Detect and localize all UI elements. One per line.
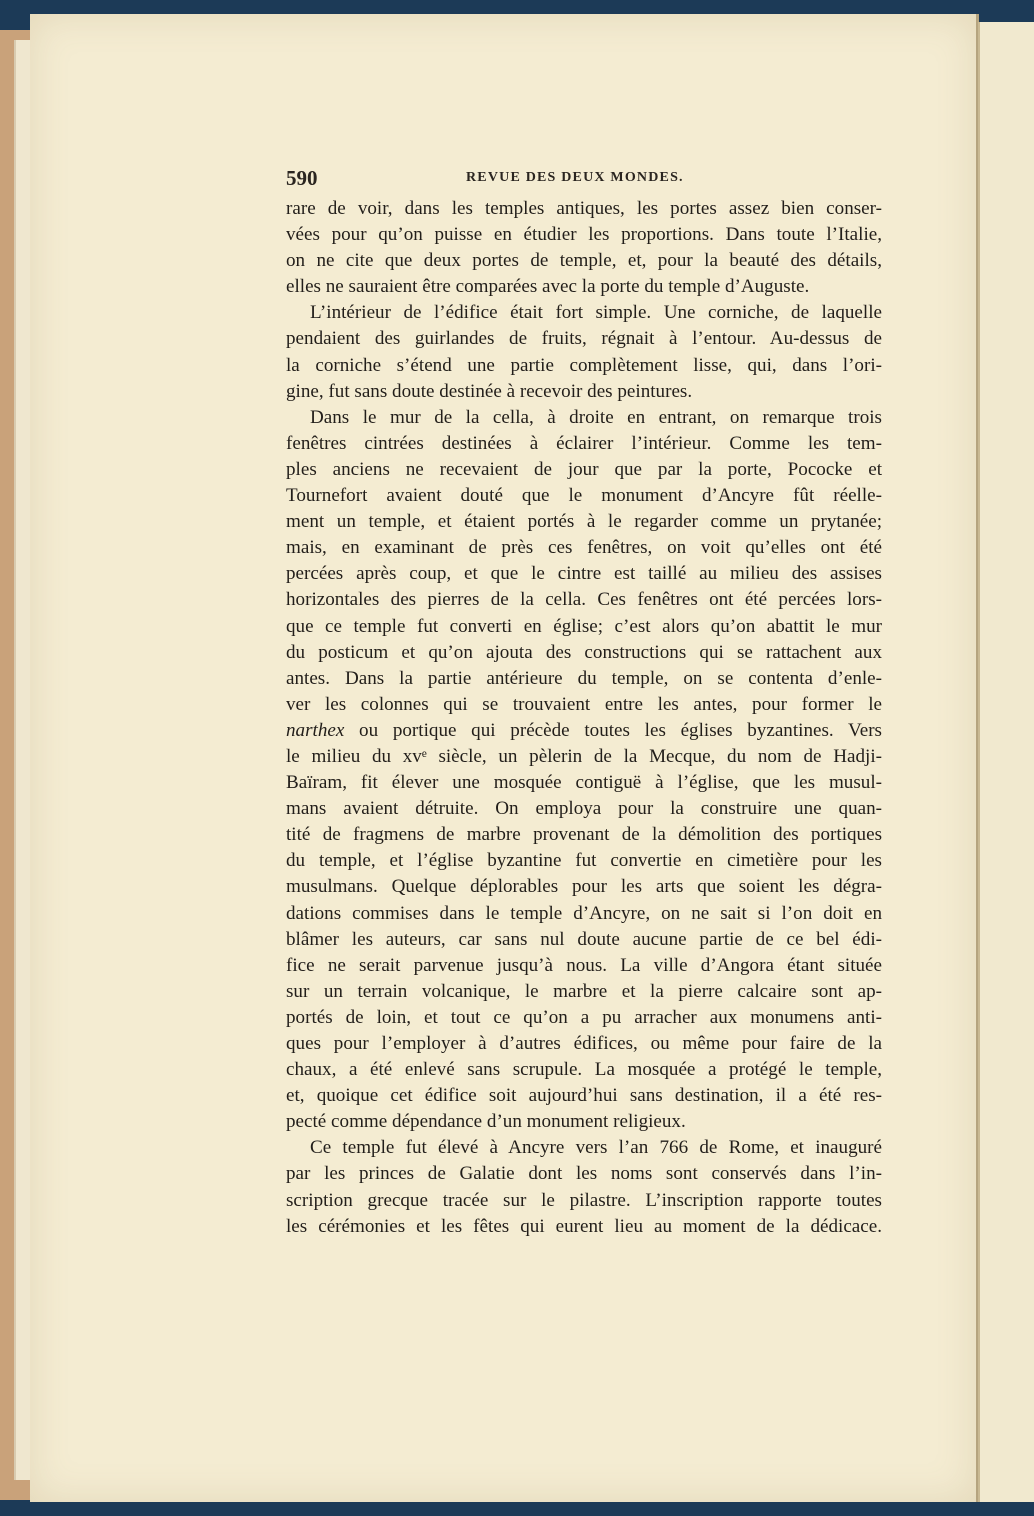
text-line: sur un terrain volcanique, le marbre et la pierre calcaire sont ap- <box>286 980 882 1002</box>
text-line: que ce temple fut converti en église; c’est alors qu’on abattit le mur <box>286 615 882 637</box>
text-line: mans avaient détruite. On employa pour la construire une quan- <box>286 798 882 820</box>
text-line: scription grecque tracée sur le pilastre. L’inscription rapporte toutes <box>286 1189 882 1211</box>
paragraph <box>286 1135 882 1239</box>
text-line: Dans le mur de la cella, à droite en entrant, on remarque trois <box>310 406 882 428</box>
text-line: les cérémonies et les fêtes qui eurent lieu au moment de la dédicace. <box>286 1215 882 1237</box>
text-line: L’intérieur de l’édifice était fort simple. Une corniche, de laquelle <box>310 302 882 324</box>
text-line: rare de voir, dans les temples antiques, les portes assez bien conser- <box>286 198 882 219</box>
running-head <box>286 166 886 194</box>
text-line: musulmans. Quelque déplorables pour les arts que soient les dégra- <box>286 876 882 898</box>
text-line: fenêtres cintrées destinées à éclairer l’intérieur. Comme les tem- <box>286 432 882 454</box>
text-line: portés de loin, et tout ce qu’on a pu arracher aux monumens anti- <box>286 1006 882 1028</box>
text-line: mais, en examinant de près ces fenêtres, on voit qu’elles ont été <box>286 537 882 559</box>
text-line: Tournefort avaient douté que le monument d’Ancyre fût réelle- <box>286 485 882 507</box>
facing-page-edge <box>978 22 1034 1502</box>
text-line-rest: ou portique qui précède toutes les églises byzantines. Vers <box>344 719 882 741</box>
body-text <box>286 196 882 1240</box>
text-line: antes. Dans la partie antérieure du temple, on se contenta d’enle- <box>286 667 882 689</box>
text-line: tité de fragmens de marbre provenant de la démolition des portiques <box>286 824 882 846</box>
text-line: elles ne sauraient être comparées avec la porte du temple d’Auguste. <box>286 276 810 298</box>
text-line: Ce temple fut élevé à Ancyre vers l’an 766 de Rome, et inauguré <box>310 1137 882 1159</box>
italic-term: narthex <box>286 719 345 741</box>
text-line-with-italic <box>286 718 882 744</box>
paragraph <box>286 405 882 1136</box>
text-line: ver les colonnes qui se trouvaient entre les antes, pour former le <box>286 693 882 715</box>
text-line: du temple, et l’église byzantine fut convertie en cimetière pour les <box>286 850 882 872</box>
text-line: on ne cite que deux portes de temple, et, pour la beauté des détails, <box>286 250 882 272</box>
text-line: dations commises dans le temple d’Ancyre, on ne sait si l’on doit en <box>286 902 882 924</box>
text-line: gine, fut sans doute destinée à recevoir des peintures. <box>286 380 693 402</box>
text-line: percées après coup, et que le cintre est taillé au milieu des assises <box>286 563 882 585</box>
journal-title: REVUE DES DEUX MONDES. <box>466 170 684 185</box>
text-line: la corniche s’étend une partie complètement lisse, qui, dans l’ori- <box>286 354 882 376</box>
paragraph <box>286 196 882 300</box>
text-line: Baïram, fit élever une mosquée contiguë à l’église, que les musul- <box>286 772 882 794</box>
text-line: du posticum et qu’on ajouta des constructions qui se rattachent aux <box>286 641 882 663</box>
paragraph <box>286 300 882 404</box>
text-line: et, quoique cet édifice soit aujourd’hui sans destination, il a été res- <box>286 1085 882 1107</box>
text-line: pecté comme dépendance d’un monument religieux. <box>286 1111 686 1133</box>
page-number: 590 <box>286 166 318 190</box>
text-line: blâmer les auteurs, car sans nul doute aucune partie de ce bel édi- <box>286 928 882 950</box>
text-line: chaux, a été enlevé sans scrupule. La mosquée a protégé le temple, <box>286 1059 882 1081</box>
text-line: fice ne serait parvenue jusqu’à nous. La ville d’Angora étant située <box>286 954 882 976</box>
text-line: vées pour qu’on puisse en étudier les proportions. Dans toute l’Italie, <box>286 224 882 246</box>
text-line: ment un temple, et étaient portés à le regarder comme un prytanée; <box>286 511 882 533</box>
text-line: par les princes de Galatie dont les noms sont conservés dans l’in- <box>286 1163 882 1185</box>
text-line: pendaient des guirlandes de fruits, régnait à l’entour. Au-dessus de <box>286 328 882 350</box>
text-line: horizontales des pierres de la cella. Ces fenêtres ont été percées lors- <box>286 589 882 611</box>
text-line: le milieu du xvᵉ siècle, un pèlerin de la Mecque, du nom de Hadji- <box>286 745 882 767</box>
text-line: ques pour l’employer à d’autres édifices, ou même pour faire de la <box>286 1033 882 1054</box>
text-line: ples anciens ne recevaient de jour que par la porte, Pococke et <box>286 458 882 480</box>
